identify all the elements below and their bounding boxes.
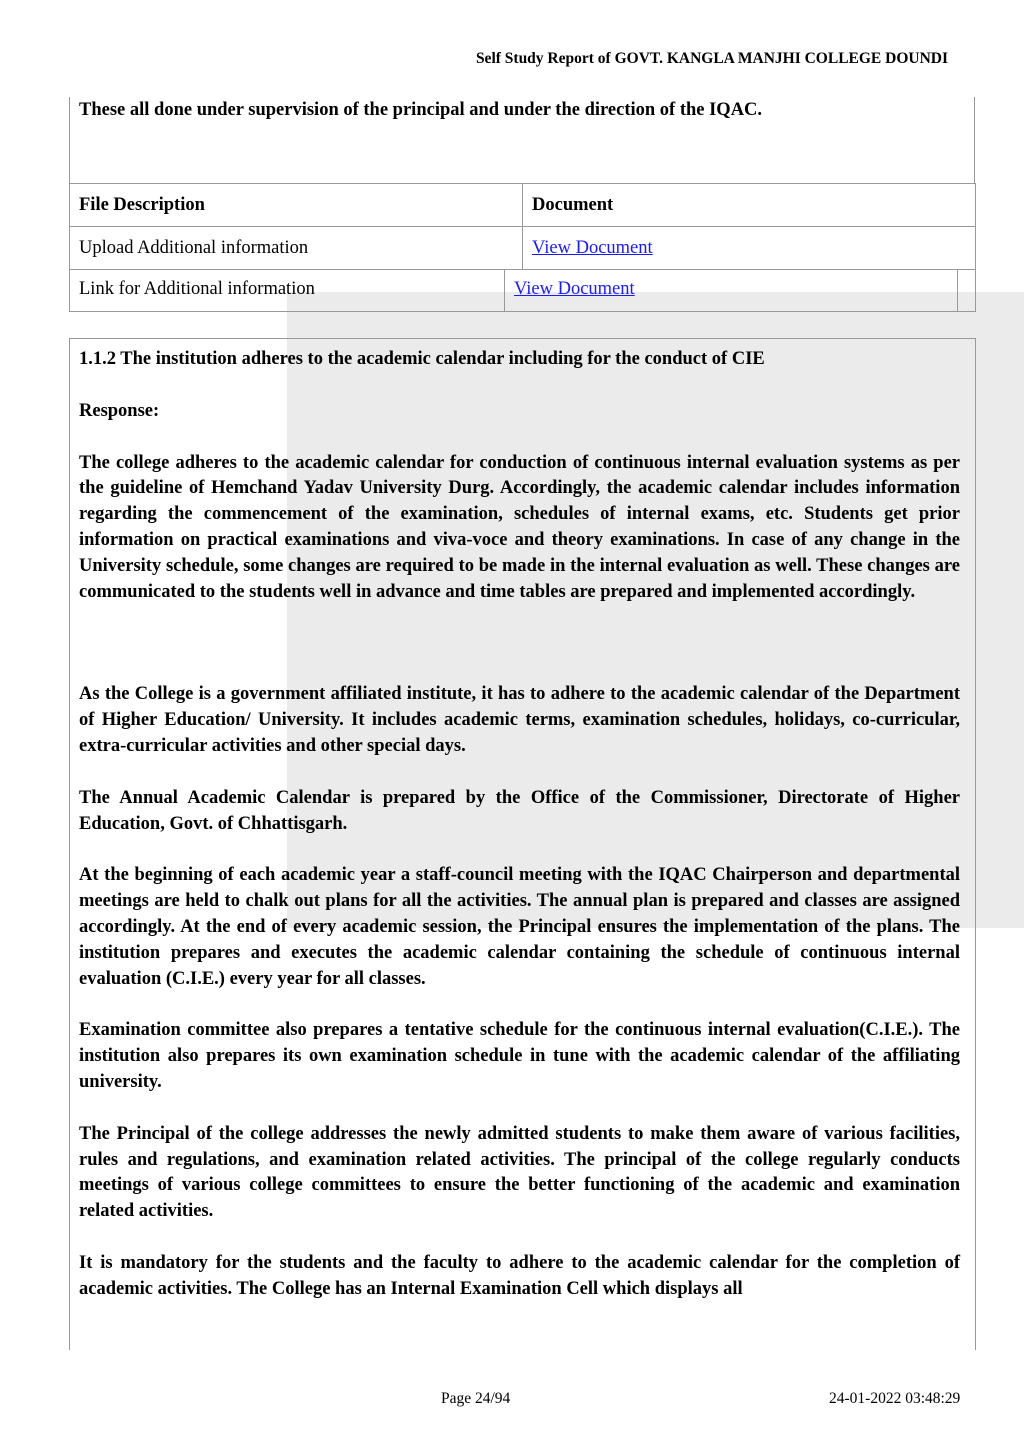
paragraph: The Principal of the college addresses the newly admitted students to make them aware of various facilities, rules and regulations, and examination related activities. The principal of the college regularly conducts meetings of various college committees to ensure the better functioning of the academic and examination related activities. (79, 1123, 960, 1222)
response-label: Response: (79, 400, 160, 421)
empty-cell (957, 269, 975, 311)
document-cell (523, 227, 976, 270)
paragraph: As the College is a government affiliated institute, it has to adhere to the academic calendar of the Department of Higher Education/ University. It includes academic terms, examination schedules, holidays, co-curricular, extra-curricular activities and other special days. (79, 684, 960, 756)
table-row (70, 227, 976, 270)
file-description-cell: Link for Additional information (79, 279, 315, 299)
table-header-row (70, 184, 976, 227)
table-row (69, 269, 976, 312)
column-divider (504, 269, 505, 312)
file-description-cell: Upload Additional information (70, 227, 523, 270)
criterion-box (69, 338, 976, 1350)
paragraph: Examination committee also prepares a tentative schedule for the continuous internal evaluation(C.I.E.). The institution also prepares its own examination schedule in tune with the academic calendar of the affiliating university. (79, 1020, 960, 1092)
report-header: Self Study Report of GOVT. KANGLA MANJHI COLLEGE DOUNDI (475, 50, 948, 67)
paragraph: The Annual Academic Calendar is prepared by the Office of the Commissioner, Directorate of Higher Education, Govt. of Chhattisgarh. (79, 787, 960, 834)
paragraph: At the beginning of each academic year a staff-council meeting with the IQAC Chairperson and departmental meetings are held to chalk out plans for all the activities. The annual plan is prepared and classes are assigned accordingly. At the end of every academic session, the Principal ensures the implementation of the plans. The institution prepares and executes the academic calendar containing the schedule of continuous internal evaluation (C.I.E.) every year for all classes. (79, 865, 960, 989)
intro-box (69, 97, 975, 183)
paragraph: It is mandatory for the students and the faculty to adhere to the academic calendar for the completion of academic activities. The College has an Internal Examination Cell which displays all (79, 1252, 960, 1299)
file-description-table (69, 183, 976, 270)
intro-text: These all done under supervision of the principal and under the direction of the IQAC. (79, 100, 763, 120)
timestamp: 24-01-2022 03:48:29 (829, 1390, 961, 1407)
criterion-content (79, 339, 960, 1303)
section-title: 1.1.2 The institution adheres to the academic calendar including for the conduct of CIE (79, 349, 765, 369)
view-document-link[interactable]: View Document (532, 237, 653, 258)
view-document-link[interactable]: View Document (514, 279, 635, 299)
paragraph: The college adheres to the academic calendar for conduction of continuous internal evaluation systems as per the guideline of Hemchand Yadav University Durg. Accordingly, the academic calendar includes information regarding the commencement of the examination, schedules of internal exams, etc. Students get prior information on practical examinations and viva-voce and theory examinations. In case of any change in the University schedule, some changes are required to be made in the internal evaluation as well. These changes are communicated to the students well in advance and time tables are prepared and implemented accordingly. (79, 452, 960, 602)
header-document: Document (523, 184, 976, 227)
header-file-description: File Description (70, 184, 523, 227)
page-number: Page 24/94 (441, 1390, 511, 1407)
